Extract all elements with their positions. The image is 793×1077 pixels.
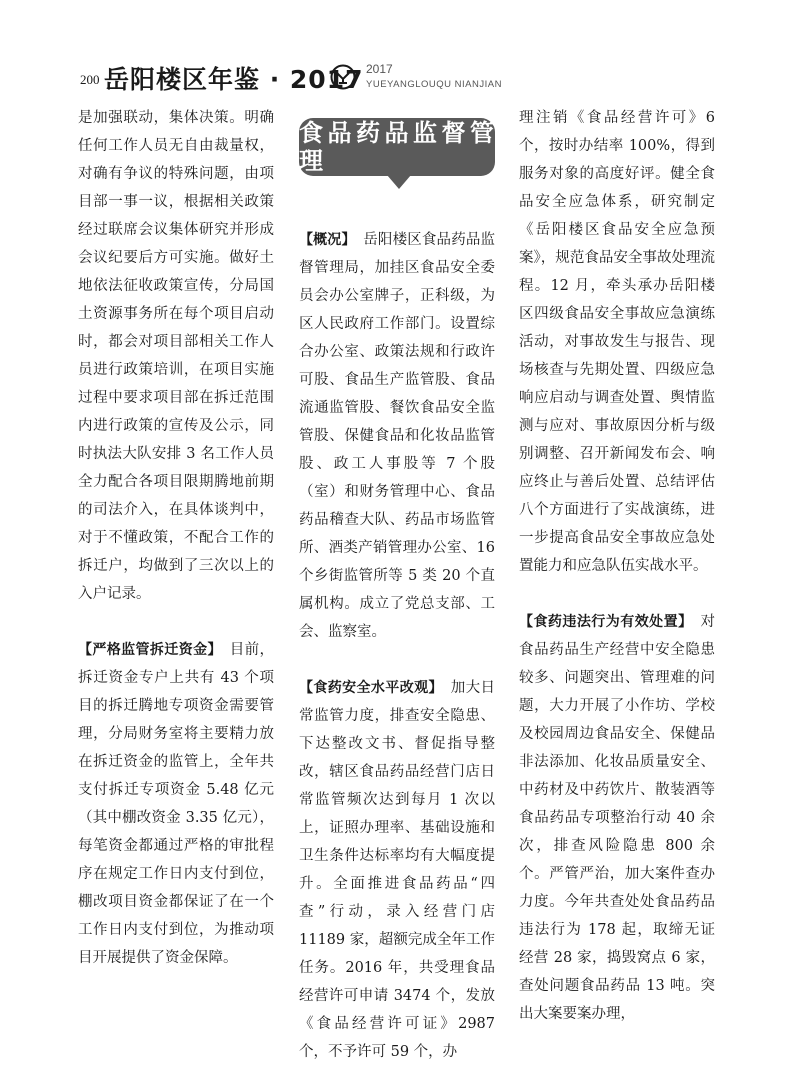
section-body: 加大日常监管力度，排查安全隐患、下达整改文书、督促指导整改，辖区食品药品经营门店日常监管频次达到每月 1 次以上，证照办理率、基础设施和卫生条件达标率均有大幅度提升。全面推进食品药品“四查”行动，录入经营门店 11189 家，超额完成全年工作任务。2016 年，共受理食品经营许可申请 3474 个，发放《食品经营许可证》2987 个，不予许可 59 个，办 (299, 680, 496, 1060)
text-column-2 (299, 104, 495, 1066)
text-column-3 (519, 104, 715, 1028)
page-number: 200 (80, 72, 100, 87)
header-pinyin: YUEYANGLOUQU NIANJIAN (366, 79, 502, 90)
banner-pointer (387, 175, 411, 189)
text-column-1 (78, 104, 274, 972)
section-heading: 【概况】 (299, 232, 349, 248)
section-violations (519, 608, 715, 1028)
page-header (0, 0, 793, 100)
banner-title: 食品药品监督管理 (299, 118, 495, 175)
book-title: 岳阳楼区年鉴 · 2017 (104, 65, 364, 94)
section-heading: 【食药安全水平改观】 (299, 680, 436, 696)
section-heading: 【严格监管拆迁资金】 (78, 642, 215, 658)
section-body: 岳阳楼区食品药品监督管理局，加挂区食品安全委员会办公室牌子，正科级，为区人民政府工作部门。设置综合办公室、政策法规和行政许可股、食品生产监管股、食品流通监管股、餐饮食品安全监管股、保健食品和化妆品监管股、政工人事股等 7 个股（室）和财务管理中心、食品药品稽查大队、药品市场监管所、酒类产销管理办公室、16 个乡街监管所等 5 类 20 个直属机构。成立了党总支部、工会、监察室。 (299, 232, 496, 640)
section-body: 对食品药品生产经营中安全隐患较多、问题突出、管理难的问题，大力开展了小作坊、学校及校园周边食品安全、保健品非法添加、化妆品质量安全、中药材及中药饮片、散装酒等食品药品专项整治行动 40 余次，排查风险隐患 800 余个。严管严治，加大案件查办力度。今年共查处处食品药品违法行为 178 起，取缔无证经营 28 家，捣毁窝点 6 家，查处问题食品药品 13 吨。突出大案要案办理， (519, 614, 716, 1022)
section-strict-funds (78, 636, 274, 972)
yearbook-logo-icon (330, 64, 356, 90)
header-year: 2017 (366, 62, 393, 76)
paragraph: 是加强联动，集体决策。明确任何工作人员无自由裁量权，对确有争议的特殊问题，由项目部一事一议，根据相关政策经过联席会议集体研究并形成会议纪要后方可实施。做好土地依法征收政策宣传，分局国土资源事务所在每个项目启动时，都会对项目部相关工作人员进行政策培训，在项目实施过程中要求项目部在拆迁范围内进行政策的宣传及公示，同时执法大队安排 3 名工作人员全力配合各项目限期腾地前期的司法介入，在具体谈判中，对于不懂政策，不配合工作的拆迁户，均做到了三次以上的入户记录。 (78, 110, 274, 602)
section-heading: 【食药违法行为有效处置】 (519, 614, 686, 630)
section-overview (299, 226, 495, 646)
section-banner (299, 104, 495, 186)
section-body: 目前，拆迁资金专户上共有 43 个项目的拆迁腾地专项资金需要管理，分局财务室将主要精力放在拆迁资金的监管上，全年共支付拆迁专项资金 5.48 亿元（其中棚改资金 3.35 亿元），每笔资金都通过严格的审批程序在规定工作日内支付到位，棚改项目资金都保证了在一个工作日内支付到位，为推动项目开展提供了资金保障。 (78, 642, 275, 966)
paragraph: 理注销《食品经营许可》6 个，按时办结率 100%，得到服务对象的高度好评。健全食品安全应急体系，研究制定《岳阳楼区食品安全应急预案》，规范食品安全事故处理流程。12 月，牵头承办岳阳楼区四级食品安全事故应急演练活动，对事故发生与报告、现场核查与先期处置、四级应急响应启动与调查处置、舆情监测与应对、事故原因分析与级别调整、召开新闻发布会、响应终止与善后处置、总结评估八个方面进行了实战演练，进一步提高食品安全事故应急处置能力和应急队伍实战水平。 (519, 110, 715, 574)
section-safety-level (299, 674, 495, 1066)
